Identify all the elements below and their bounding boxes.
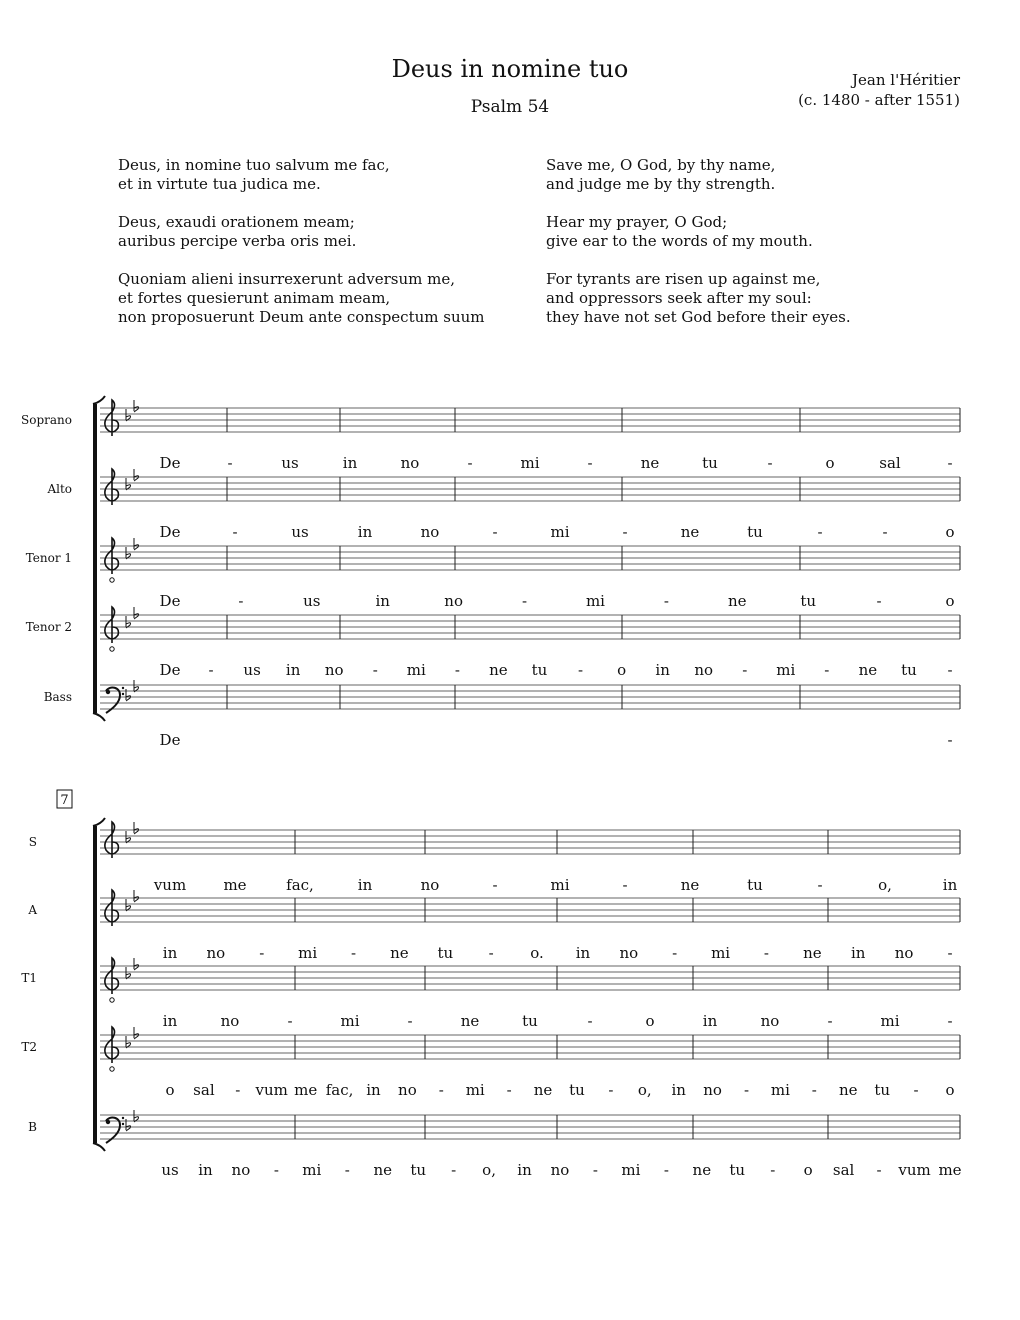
staff [29,822,960,894]
lyric-syllable: tu [410,1161,427,1179]
lyric-syllable: - [522,592,528,610]
lyric-syllable: no [444,592,463,610]
lyric-syllable: in [357,523,373,541]
lyric-syllable: in [517,1161,532,1179]
lyric-syllable: mi [298,944,318,962]
voice-name: Bass [43,690,72,704]
lyric-syllable: vum [898,1161,931,1179]
lyric-syllable: - [492,523,498,541]
lyric-syllable: - [913,1081,919,1099]
lyric-syllable: o [645,1012,655,1030]
lyric-syllable: - [622,876,628,894]
lyric-syllable: - [577,661,584,679]
bass-clef-dot [122,1123,124,1125]
lyric-syllable: no [324,661,344,679]
lyric-syllable: me [938,1161,962,1179]
lyric-syllable: - [467,454,473,472]
lyric-syllable: fac, [286,876,314,894]
bass-clef-dot [106,1120,110,1124]
lyric-syllable: De [159,454,181,472]
lyric-syllable: no [420,876,440,894]
lyric-syllable: - [506,1081,512,1099]
octave-marker [110,998,114,1002]
lyric-syllable: - [232,523,238,541]
latin-stanza: Quoniam alieni insurrexerunt adversum me, et fortes quesierunt animam meam, non proposuerunt Deum ante conspectum suum [118,270,485,326]
composer-dates: (c. 1480 - after 1551) [798,91,960,109]
lyric-syllable: me [294,1081,318,1099]
lyric-syllable: ne [680,523,700,541]
flat-sign [134,897,139,902]
lyric-syllable: mi [340,1012,360,1030]
treble-clef-icon [105,822,119,858]
staff [21,958,960,1030]
lyric-syllable: ne [838,1081,858,1099]
lyric-syllable: o [945,592,955,610]
treble-clef-icon [105,400,119,436]
lyric-syllable: no [420,523,440,541]
lyric-syllable: tu [874,1081,891,1099]
bass-clef-dot [122,693,124,695]
lyric-syllable: - [882,523,888,541]
lyric-syllable: ne [640,454,660,472]
lyric-syllable: no [550,1161,570,1179]
lyric-syllable: mi [550,523,570,541]
lyric-syllable: mi [302,1161,322,1179]
voice-name: Alto [47,482,72,496]
lyric-syllable: in [162,944,178,962]
bracket-hook-bottom [93,713,105,721]
lyric-syllable: - [454,661,460,679]
lyric-syllable: o, [878,876,892,894]
lyric-syllable: - [344,1161,350,1179]
lyric-syllable: tu [800,592,817,610]
lyric-syllable: - [622,523,628,541]
lyric-syllable: no [703,1081,722,1099]
voice-name: T1 [21,971,37,985]
lyric-syllable: - [947,454,953,472]
lyric-syllable: in [342,454,358,472]
lyric-syllable: no [206,944,226,962]
lyric-syllable: vum [153,876,187,894]
lyric-syllable: - [824,661,830,679]
lyric-syllable: sal [879,454,901,472]
lyric-syllable: - [817,523,823,541]
lyric-syllable: o, [482,1161,496,1179]
bracket-hook-top [93,396,105,404]
lyric-syllable: vum [255,1081,288,1099]
flat-sign [134,614,139,619]
lyric-syllable: - [235,1081,241,1099]
staff [46,469,960,541]
lyric-syllable: o [825,454,835,472]
lyric-syllable: - [947,661,953,679]
lyric-syllable: ne [533,1081,553,1099]
lyric-syllable: - [259,944,265,962]
octave-marker [110,1067,114,1071]
staff [26,607,960,679]
lyric-syllable: - [663,592,669,610]
lyric-syllable: ne [460,1012,480,1030]
lyric-syllable: - [350,944,357,962]
lyric-syllable: tu [747,876,763,894]
bass-clef-dot [122,1117,124,1119]
lyric-syllable: sal [193,1081,215,1099]
lyric-syllable: in [162,1012,178,1030]
bracket-hook-top [93,818,105,826]
lyric-syllable: mi [621,1161,641,1179]
lyric-syllable: us [243,661,261,679]
flat-sign [134,545,139,550]
lyric-syllable: me [223,876,247,894]
lyric-syllable: us [161,1161,179,1179]
treble-clef-icon [105,538,119,574]
lyric-syllable: - [451,1161,457,1179]
lyric-syllable: in [655,661,670,679]
lyric-syllable: - [208,661,214,679]
latin-stanza: Deus, exaudi orationem meam; auribus percipe verba oris mei. [118,213,357,250]
lyric-syllable: - [273,1161,279,1179]
lyric-syllable: - [947,944,953,962]
lyric-syllable: mi [770,1081,790,1099]
staff [21,400,960,472]
lyric-syllable: - [492,876,498,894]
lyric-syllable: tu [702,454,718,472]
lyric-syllable: - [767,454,773,472]
lyric-syllable: tu [522,1012,538,1030]
lyric-syllable: no [760,1012,780,1030]
lyric-syllable: - [817,876,823,894]
lyric-syllable: De [159,523,181,541]
treble-clef-icon [105,607,119,643]
english-stanza: For tyrants are risen up against me, and oppressors seek after my soul: they have not set God before their eyes. [546,270,851,326]
lyric-syllable: o [803,1161,813,1179]
latin-stanza: Deus, in nomine tuo salvum me fac, et in virtute tua judica me. [118,156,390,193]
lyric-syllable: - [876,1161,882,1179]
lyric-syllable: De [159,731,181,749]
lyric-syllable: - [827,1012,833,1030]
lyric-syllable: no [894,944,914,962]
voice-name: Tenor 2 [25,620,72,634]
lyric-syllable: - [770,1161,776,1179]
voice-name: Soprano [21,413,72,427]
lyric-syllable: ne [692,1161,712,1179]
lyric-syllable: in [285,661,301,679]
lyric-syllable: - [227,454,233,472]
lyric-syllable: in [366,1081,381,1099]
lyric-syllable: no [398,1081,417,1099]
lyric-syllable: - [407,1012,413,1030]
bass-clef-dot [106,690,110,694]
lyric-syllable: De [159,592,181,610]
lyric-syllable: in [198,1161,213,1179]
voice-name: T2 [21,1040,37,1054]
lyric-syllable: tu [747,523,763,541]
voice-name: Tenor 1 [25,551,72,565]
measure-number: 7 [60,793,69,808]
composer-name: Jean l'Héritier [852,71,960,89]
staff [28,1110,961,1179]
voice-name: A [28,903,37,917]
lyric-syllable: mi [776,661,796,679]
flat-sign [126,1126,131,1131]
lyric-syllable: tu [531,661,548,679]
lyric-syllable: in [942,876,958,894]
lyric-syllable: o, [637,1081,652,1099]
lyric-syllable: no [231,1161,251,1179]
lyric-syllable: - [372,661,378,679]
lyric-syllable: in [357,876,373,894]
treble-clef-icon [105,469,119,505]
lyric-syllable: - [763,944,770,962]
lyric-syllable: mi [550,876,570,894]
staff [44,680,960,749]
lyric-syllable: o [165,1081,175,1099]
treble-clef-icon [105,890,119,926]
flat-sign [126,696,131,701]
lyric-syllable: - [608,1081,614,1099]
lyric-syllable: no [400,454,420,472]
lyric-syllable: - [811,1081,817,1099]
treble-clef-icon [105,1027,119,1063]
piece-subtitle: Psalm 54 [470,97,550,117]
lyric-syllable: sal [832,1161,855,1179]
flat-sign [134,476,139,481]
lyric-syllable: in [671,1081,686,1099]
lyric-syllable: mi [520,454,540,472]
english-stanza: Hear my prayer, O God; give ear to the words of my mouth. [546,213,813,250]
bracket-hook-bottom [93,1143,105,1151]
lyric-syllable: tu [569,1081,585,1099]
lyric-syllable: - [947,1012,953,1030]
score-system [21,790,961,1179]
lyric-syllable: - [587,454,593,472]
lyric-syllable: o [945,1081,955,1099]
lyric-syllable: - [287,1012,293,1030]
lyric-syllable: no [619,944,639,962]
voice-name: B [28,1120,37,1134]
lyric-syllable: us [281,454,299,472]
staff [21,1027,960,1099]
lyric-syllable: ne [803,944,822,962]
lyric-syllable: ne [727,592,747,610]
lyric-syllable: - [663,1161,669,1179]
lyric-syllable: no [220,1012,240,1030]
flat-sign [134,1034,139,1039]
lyric-syllable: us [303,592,321,610]
lyric-syllable: - [592,1161,598,1179]
lyric-syllable: tu [729,1161,746,1179]
lyric-syllable: o [617,661,627,679]
lyric-syllable: in [375,592,390,610]
lyric-syllable: mi [465,1081,485,1099]
lyric-syllable: us [291,523,309,541]
lyric-syllable: ne [373,1161,393,1179]
lyric-syllable: - [742,661,748,679]
lyric-syllable: - [488,944,494,962]
lyric-syllable: ne [858,661,878,679]
flat-sign [134,407,139,412]
lyric-syllable: - [438,1081,444,1099]
lyric-syllable: in [702,1012,718,1030]
octave-marker [110,647,114,651]
lyric-syllable: mi [406,661,426,679]
lyric-syllable: no [694,661,714,679]
lyric-syllable: in [851,944,866,962]
lyric-syllable: ne [680,876,700,894]
lyric-syllable: - [672,944,678,962]
lyric-syllable: - [587,1012,593,1030]
lyric-syllable: - [947,731,953,749]
lyric-syllable: tu [437,944,454,962]
lyric-syllable: o [945,523,955,541]
lyric-syllable: - [876,592,882,610]
lyric-syllable: tu [901,661,917,679]
flat-sign [134,965,139,970]
staff [26,538,960,610]
lyric-syllable: mi [880,1012,900,1030]
octave-marker [110,578,114,582]
staff [27,890,960,962]
lyric-syllable: in [575,944,591,962]
lyric-syllable: ne [489,661,508,679]
bass-clef-dot [122,687,124,689]
english-stanza: Save me, O God, by thy name, and judge me by thy strength. [546,156,776,193]
treble-clef-icon [105,958,119,994]
voice-name: S [28,835,37,849]
lyric-syllable: - [743,1081,750,1099]
flat-sign [134,829,139,834]
lyric-syllable: - [238,592,244,610]
lyric-syllable: De [159,661,181,679]
lyric-syllable: mi [711,944,731,962]
piece-title: Deus in nomine tuo [391,55,629,83]
lyric-syllable: fac, [325,1081,354,1099]
lyric-syllable: mi [585,592,605,610]
lyric-syllable: ne [390,944,409,962]
score-system [21,396,960,749]
lyric-syllable: o. [530,944,544,962]
